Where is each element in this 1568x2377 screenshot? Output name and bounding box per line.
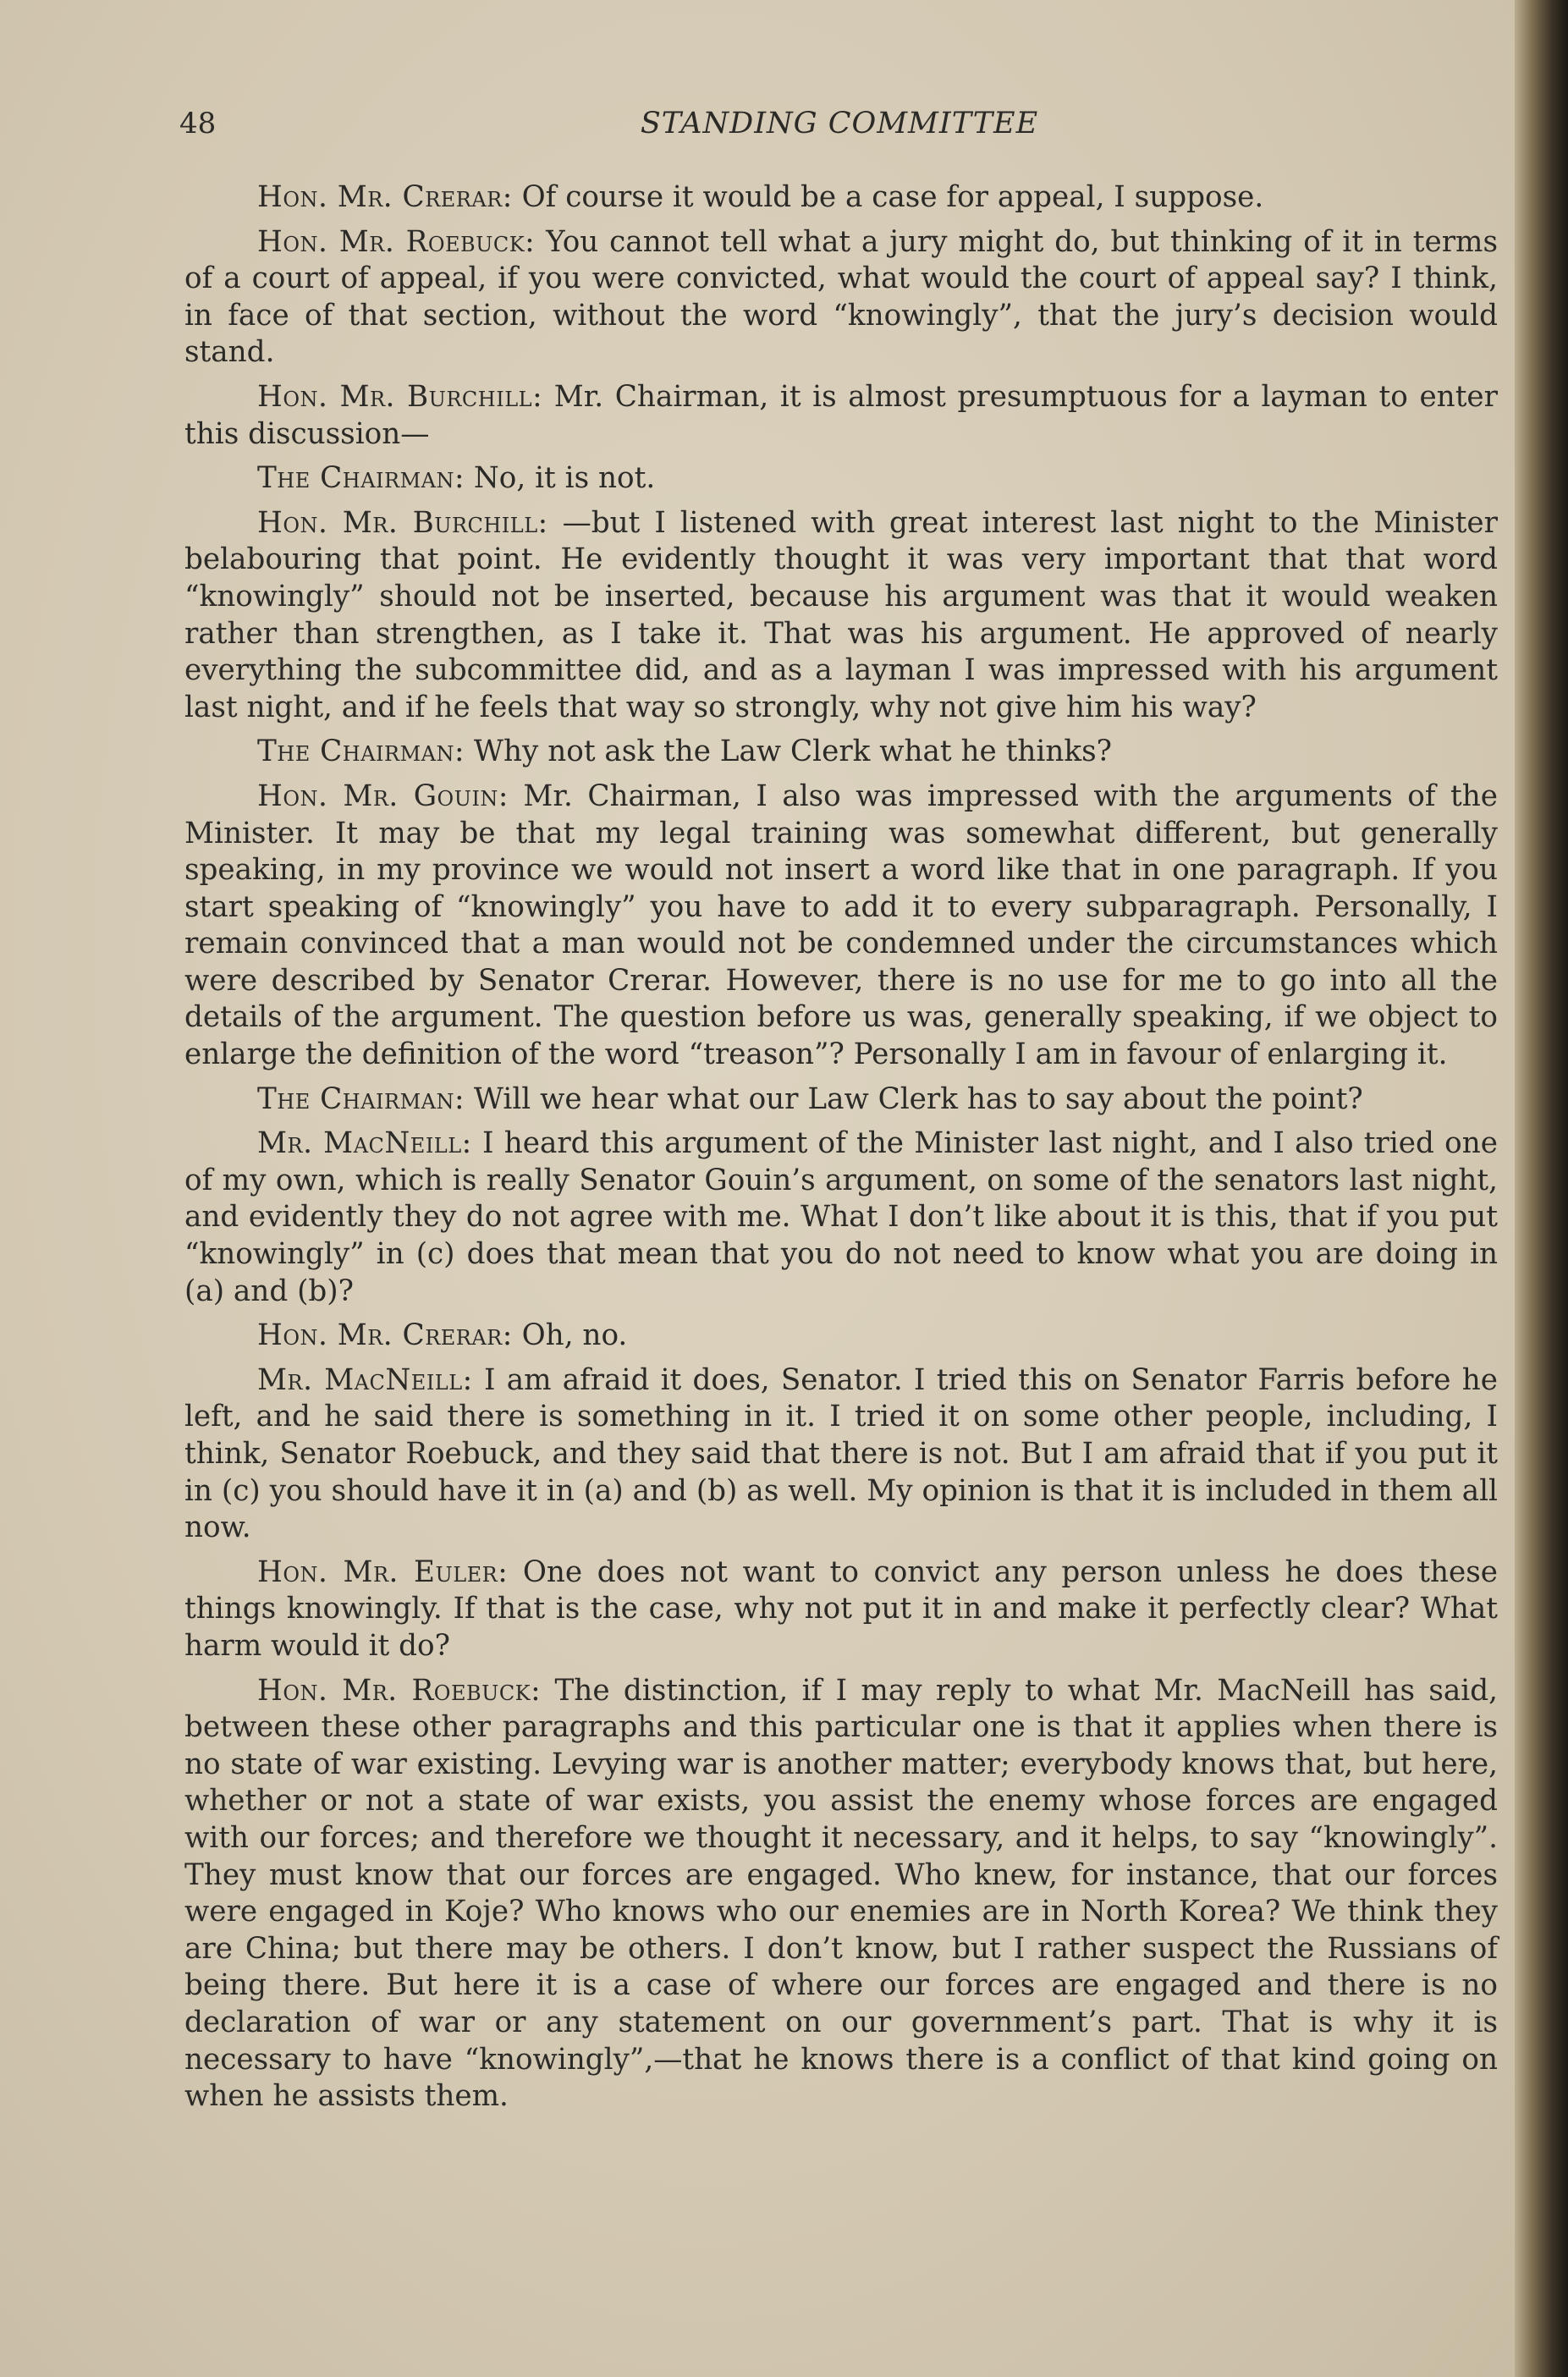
paragraph — [184, 224, 1498, 371]
speaker-name: Hon. Mr. Burchill: — [257, 505, 548, 540]
book-spine-edge — [1515, 0, 1568, 2377]
page-number: 48 — [179, 107, 217, 140]
speech-text: Mr. Chairman, I also was impressed with the arguments of the Minister. It may be that my legal training was somewhat different, but generally speaking, in my province we would not insert a word like that in one paragraph. If you start speaking of “knowingly” you have to add it to every subparagraph. Personally, I remain convinced that a man would not be condemned under the circumstances which were described by Senator Crerar. However, there is no use for me to go into all the details of the argument. The question before us was, generally speaking, if we object to enlarge the definition of the word “treason”? Personally I am in favour of enlarging it. — [184, 779, 1498, 1072]
speaker-name: Hon. Mr. Gouin: — [257, 779, 509, 813]
speaker-name: The Chairman: — [257, 461, 465, 496]
speech-text: Why not ask the Law Clerk what he thinks? — [465, 735, 1112, 769]
speaker-name: Mr. MacNeill: — [257, 1362, 473, 1397]
running-title: STANDING COMMITTEE — [640, 107, 1039, 140]
paragraph — [184, 379, 1498, 453]
paragraph — [184, 1362, 1498, 1547]
paragraph — [184, 179, 1498, 217]
paragraph — [184, 734, 1498, 771]
speech-text: I heard this argument of the Minister last night, and I also tried one of my own, which is really Senator Gouin’s argument, on some of the senators last night, and evidently they do not agree with me. What I don’t like about it is this, that if you put “knowingly” in (c) does that mean that you do not need to know what you are doing in (a) and (b)? — [184, 1126, 1498, 1308]
paragraph — [184, 1318, 1498, 1355]
speaker-name: Hon. Mr. Roebuck: — [257, 224, 536, 259]
paragraph — [184, 1125, 1498, 1310]
speech-text: Will we hear what our Law Clerk has to say about the point? — [465, 1081, 1363, 1116]
speech-text: I am afraid it does, Senator. I tried this on Senator Farris before he left, and he said there is something in it. I tried it on some other people, including, I think, Senator Roebuck, and they said that there is not. But I am afraid that if you put it in (c) you should have it in (a) and (b) as well. My opinion is that it is included in them all now. — [184, 1362, 1498, 1545]
speaker-name: Hon. Mr. Crerar: — [257, 1318, 513, 1353]
speech-text: Oh, no. — [512, 1318, 628, 1353]
speaker-name: Hon. Mr. Roebuck: — [257, 1673, 542, 1708]
speech-text: The distinction, if I may reply to what Mr. MacNeill has said, between these other paragraphs and this particular one is that it applies when there is no state of war existing. Levying war is another matter; everybody knows that, but here, whether or not a state of war exists, you assist the enemy whose forces are engaged with our forces; and therefore we thought it necessary, and it helps, to say “knowingly”. They must know that our forces are engaged. Who knew, for instance, that our forces were engaged in Koje? Who knows who our enemies are in North Korea? We think they are China; but there may be others. I don’t know, but I rather suspect the Russians of being there. But here it is a case of where our forces are engaged and there is no declaration of war or any statement on our government’s part. That is why it is necessary to have “knowingly”,—that he knows there is a conflict of that kind going on when he assists them. — [184, 1673, 1498, 2114]
speech-text: —but I listened with great interest last night to the Minister belabouring that point. He evidently thought it was very important that that word “knowingly” should not be inserted, because his argument was that it would weaken rather than strengthen, as I take it. That was his argument. He approved of nearly everything the subcommittee did, and as a layman I was impressed with his argument last night, and if he feels that way so strongly, why not give him his way? — [184, 505, 1498, 724]
body-text — [184, 179, 1498, 2123]
paragraph — [184, 1554, 1498, 1665]
speaker-name: Hon. Mr. Crerar: — [257, 180, 513, 214]
paragraph — [184, 779, 1498, 1074]
paragraph — [184, 460, 1498, 498]
speech-text: One does not want to convict any person unless he does these things knowingly. If that is the case, why not put it in and make it perfectly clear? What harm would it do? — [184, 1554, 1498, 1663]
paragraph — [184, 505, 1498, 727]
paragraph — [184, 1673, 1498, 2116]
speech-text: Of course it would be a case for appeal, I suppose. — [512, 180, 1264, 214]
paragraph — [184, 1081, 1498, 1119]
speech-text: You cannot tell what a jury might do, but thinking of it in terms of a court of appeal, if you were convicted, what would the court of appeal say? I think, in face of that section, without the word “knowingly”, that the jury’s decision would stand. — [184, 224, 1498, 370]
speaker-name: Mr. MacNeill: — [257, 1126, 472, 1161]
speaker-name: The Chairman: — [257, 735, 465, 769]
running-head — [179, 107, 1499, 149]
speaker-name: Hon. Mr. Burchill: — [257, 379, 543, 414]
speaker-name: The Chairman: — [257, 1081, 465, 1116]
speech-text: Mr. Chairman, it is almost presumptuous for a layman to enter this discussion— — [184, 379, 1499, 451]
speaker-name: Hon. Mr. Euler: — [257, 1554, 509, 1589]
speech-text: No, it is not. — [465, 461, 656, 496]
